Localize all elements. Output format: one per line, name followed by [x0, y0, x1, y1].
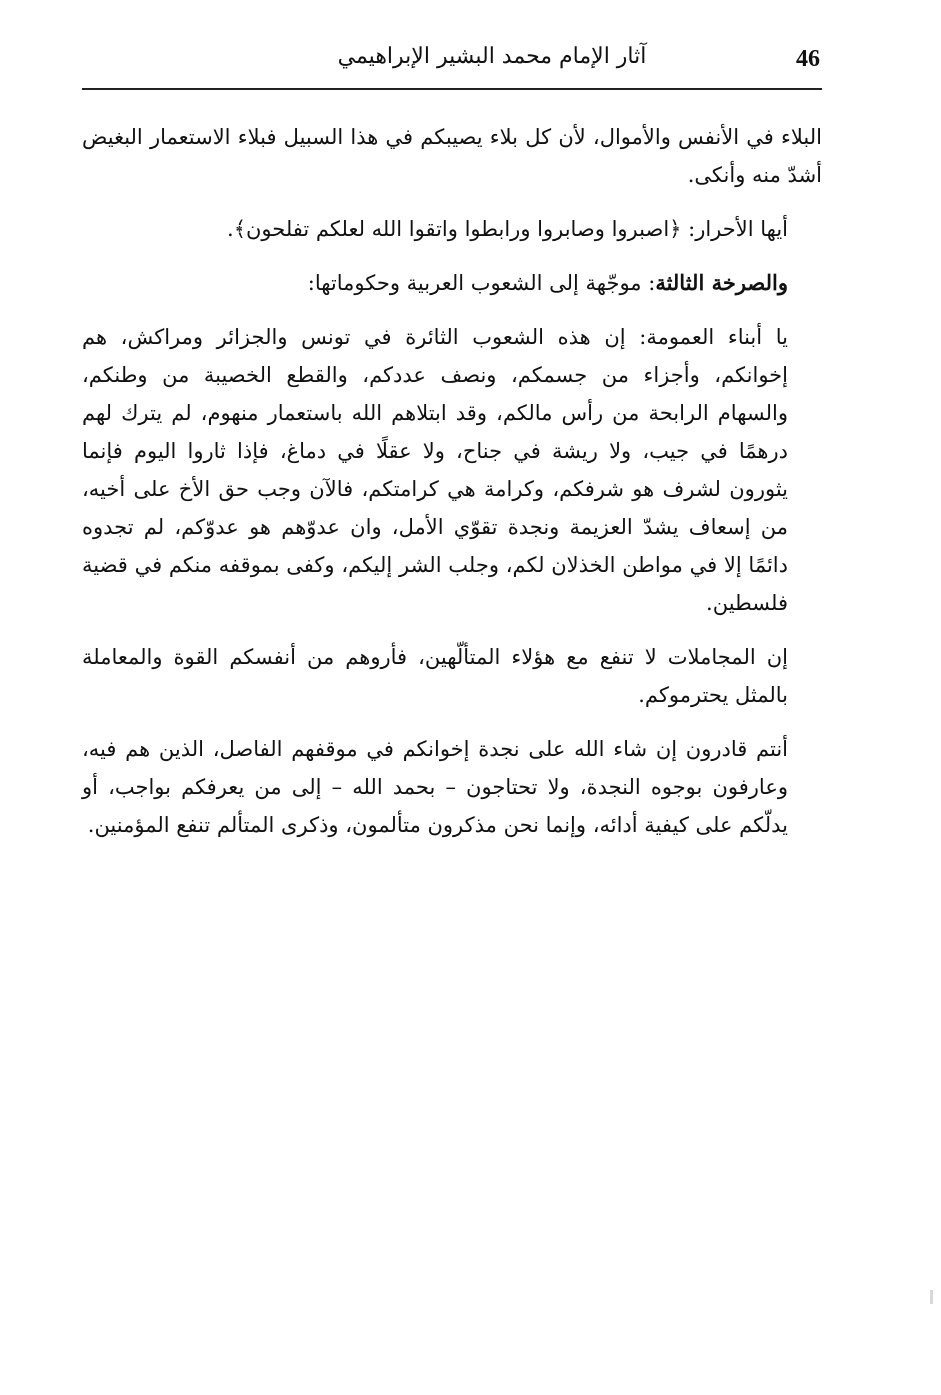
paragraph: يا أبناء العمومة: إن هذه الشعوب الثائرة في تونس والجزائر ومراكش، هم إخوانكم، وأجزاء من جسمكم، ونصف عددكم، والقطع الخصيبة من وطنكم، والسهام الرابحة من رأس مالكم، وقد ابتلاهم الله باستعمار منهوم، لم يترك لهم درهمًا في جيب، ولا ريشة في جناح، ولا عقلًا في دماغ، فإذا ثاروا اليوم فإنما يثورون لشرف هو شرفكم، وكرامة هي كرامتكم، فالآن وجب حق الأخ على أخيه، من إسعاف يشدّ العزيمة ونجدة تقوّي الأمل، وان عدوّهم هو عدوّكم، لم تجدوه دائمًا إلا في مواطن الخذلان لكم، وجلب الشر إليكم، وكفى بموقفه منكم في قضية فلسطين. — [82, 325, 788, 615]
paragraph: أنتم قادرون إن شاء الله على نجدة إخوانكم في موقفهم الفاصل، الذين هم فيه، وعارفون بوجوه النجدة، ولا تحتاجون – بحمد الله – إلى من يعرفكم بواجب، أو يدلّكم على كيفية أدائه، وإنما نحن مذكرون متألمون، وذكرى المتألم تنفع المؤمنين. — [82, 737, 788, 837]
section-lead-rest: : موجّهة إلى الشعوب العربية وحكوماتها: — [307, 271, 656, 295]
paragraph — [82, 264, 822, 302]
paragraph: البلاء في الأنفس والأموال، لأن كل بلاء يصيبكم في هذا السبيل فبلاء الاستعمار البغيض أشدّ منه وأنكى. — [82, 125, 822, 187]
section-lead: والصرخة الثالثة — [655, 270, 788, 295]
paragraph: أيها الأحرار: ﴿اصبروا وصابروا ورابطوا واتقوا الله لعلكم تفلحون﴾. — [227, 217, 788, 241]
page-header — [82, 40, 822, 90]
body-text — [82, 118, 822, 844]
page-number: 46 — [796, 46, 820, 72]
paragraph: إن المجاملات لا تنفع مع هؤلاء المتألّهين، فأروهم من أنفسكم القوة والمعاملة بالمثل يحترموكم. — [82, 645, 788, 707]
running-title: آثار الإمام محمد البشير الإبراهيمي — [337, 44, 647, 69]
scan-mark — [930, 1290, 933, 1304]
